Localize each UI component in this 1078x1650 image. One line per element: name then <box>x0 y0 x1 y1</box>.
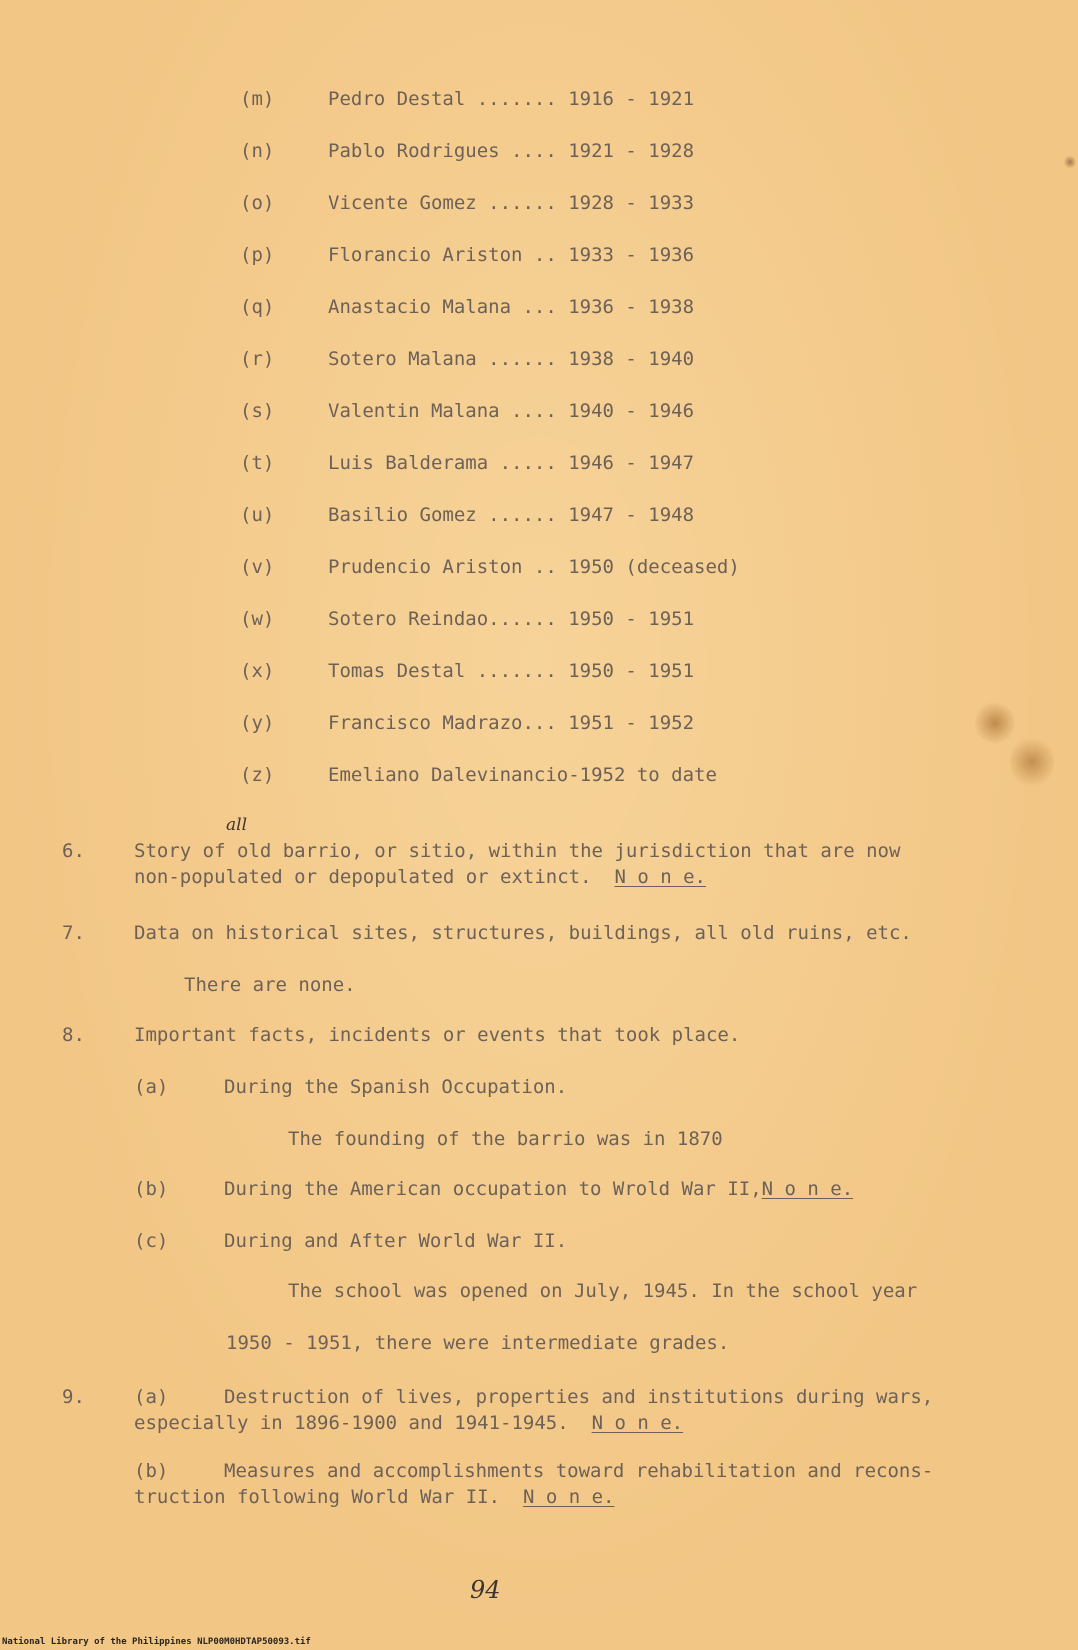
item8-b-line <box>224 1178 853 1200</box>
item8-c-answer1: The school was opened on July, 1945. In the school year <box>288 1280 918 1302</box>
item6-answer: N o n e. <box>614 866 706 888</box>
item-entry: Anastacio Malana ... 1936 - 1938 <box>328 296 695 318</box>
item-letter: (w) <box>240 608 275 630</box>
list-item <box>240 764 717 794</box>
item-number: 9. <box>62 1386 85 1408</box>
item-number: 6. <box>62 840 85 862</box>
list-item <box>240 348 694 378</box>
item-entry: Francisco Madrazo... 1951 - 1952 <box>328 712 695 734</box>
item-entry: Luis Balderama ..... 1946 - 1947 <box>328 452 695 474</box>
item9-a-line1: Destruction of lives, properties and institutions during wars, <box>224 1386 934 1408</box>
item8-a-answer: The founding of the barrio was in 1870 <box>288 1128 723 1150</box>
item-number: 8. <box>62 1024 85 1046</box>
item-letter: (u) <box>240 504 275 526</box>
item8-line1: Important facts, incidents or events that took place. <box>134 1024 741 1046</box>
item-number: 7. <box>62 922 85 944</box>
item-letter: (p) <box>240 244 275 266</box>
list-item <box>240 556 740 586</box>
item9-a-answer: N o n e. <box>591 1412 684 1434</box>
item9-b-line2-text: truction following World War II. <box>134 1486 501 1508</box>
item8-b-text: During the American occupation to Wrold War II, <box>224 1178 762 1200</box>
item-letter: (r) <box>240 348 275 370</box>
stain-mark <box>1064 155 1076 169</box>
stain-mark <box>1010 735 1054 789</box>
list-item <box>240 244 694 274</box>
list-item <box>240 452 694 482</box>
item8-c-label: (c) <box>134 1230 169 1252</box>
item8-c-answer2: 1950 - 1951, there were intermediate grades. <box>226 1332 730 1354</box>
item-letter: (m) <box>240 88 275 110</box>
list-item <box>240 608 694 638</box>
item-letter: (o) <box>240 192 275 214</box>
list-item <box>240 192 694 222</box>
item-letter: (t) <box>240 452 275 474</box>
item-letter: (y) <box>240 712 275 734</box>
handwritten-insert: all <box>226 815 248 835</box>
item-entry: Pablo Rodrigues .... 1921 - 1928 <box>328 140 695 162</box>
item-entry: Vicente Gomez ...... 1928 - 1933 <box>328 192 695 214</box>
item-entry: Valentin Malana .... 1940 - 1946 <box>328 400 695 422</box>
footer-caption: National Library of the Philippines NLP00M0HDTAP50093.tif <box>2 1637 311 1647</box>
item-letter: (q) <box>240 296 275 318</box>
item8-c-text: During and After World War II. <box>224 1230 568 1252</box>
list-item <box>240 400 694 430</box>
item-entry: Emeliano Dalevinancio-1952 to date <box>328 764 717 786</box>
item8-b-answer: N o n e. <box>761 1178 854 1200</box>
item9-a-label: (a) <box>134 1386 169 1408</box>
item6-line1: Story of old barrio, or sitio, within the jurisdiction that are now <box>134 840 901 862</box>
item-letter: (x) <box>240 660 275 682</box>
item-letter: (v) <box>240 556 275 578</box>
item-entry: Basilio Gomez ...... 1947 - 1948 <box>328 504 695 526</box>
list-item <box>240 660 694 690</box>
item-entry: Sotero Reindao...... 1950 - 1951 <box>328 608 695 630</box>
item8-a-label: (a) <box>134 1076 169 1098</box>
item-entry: Sotero Malana ...... 1938 - 1940 <box>328 348 695 370</box>
item-entry: Florancio Ariston .. 1933 - 1936 <box>328 244 695 266</box>
item7-line1: Data on historical sites, structures, buildings, all old ruins, etc. <box>134 922 912 944</box>
item6-line2 <box>134 866 706 888</box>
item-entry: Prudencio Ariston .. 1950 (deceased) <box>328 556 740 578</box>
item-letter: (z) <box>240 764 275 786</box>
item8-a-text: During the Spanish Occupation. <box>224 1076 568 1098</box>
item9-b-line1: Measures and accomplishments toward rehabilitation and recons- <box>224 1460 934 1482</box>
list-item <box>240 88 694 118</box>
item6-line2-text: non-populated or depopulated or extinct. <box>134 866 592 888</box>
item9-a-line2 <box>134 1412 683 1434</box>
item-letter: (n) <box>240 140 275 162</box>
item-letter: (s) <box>240 400 275 422</box>
list-item <box>240 296 694 326</box>
page-number: 94 <box>470 1576 501 1604</box>
item-entry: Pedro Destal ....... 1916 - 1921 <box>328 88 695 110</box>
item9-b-line2 <box>134 1486 614 1508</box>
item-entry: Tomas Destal ....... 1950 - 1951 <box>328 660 695 682</box>
item8-b-label: (b) <box>134 1178 169 1200</box>
item9-a-line2-text: especially in 1896-1900 and 1941-1945. <box>134 1412 569 1434</box>
list-item <box>240 140 694 170</box>
item9-b-answer: N o n e. <box>522 1486 615 1508</box>
list-item <box>240 712 694 742</box>
list-item <box>240 504 694 534</box>
stain-mark <box>975 700 1015 746</box>
item9-b-label: (b) <box>134 1460 169 1482</box>
item7-answer: There are none. <box>184 974 356 996</box>
